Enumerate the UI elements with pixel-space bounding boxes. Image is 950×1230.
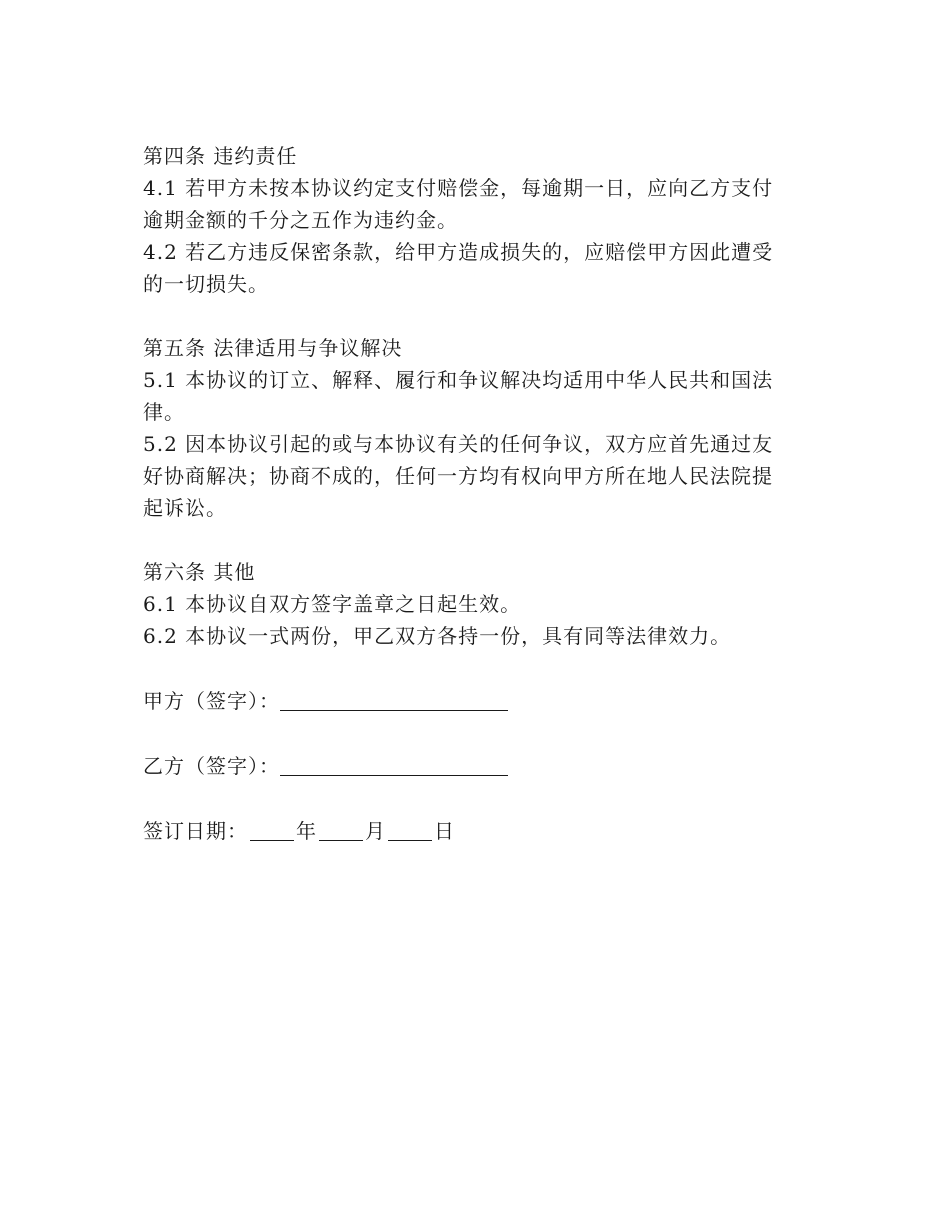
month-field[interactable] xyxy=(319,818,363,841)
clause-4-1-line-1: 4.1 若甲方未按本协议约定支付赔偿金，每逾期一日，应向乙方支付 xyxy=(143,176,774,200)
party-a-signature-field[interactable] xyxy=(280,688,508,711)
clause-4-2-line-2: 的一切损失。 xyxy=(143,272,269,296)
signing-date-row xyxy=(143,815,803,847)
clause-5-2-line-1: 5.2 因本协议引起的或与本协议有关的任何争议，双方应首先通过友 xyxy=(143,432,774,456)
signing-date-label: 签订日期： xyxy=(143,819,248,843)
section-gap xyxy=(143,300,803,332)
section-gap xyxy=(143,652,803,685)
party-a-label: 甲方（签字）： xyxy=(143,689,280,713)
party-b-label: 乙方（签字）： xyxy=(143,754,280,778)
year-label: 年 xyxy=(296,819,317,843)
clause-4-2-line-1: 4.2 若乙方违反保密条款，给甲方造成损失的，应赔偿甲方因此遭受 xyxy=(143,240,774,264)
clause-6-1: 6.1 本协议自双方签字盖章之日起生效。 xyxy=(143,592,522,616)
party-b-signature-row xyxy=(143,750,803,782)
article-5-heading: 第五条 法律适用与争议解决 xyxy=(143,336,403,360)
clause-5-2-line-2: 好协商解决；协商不成的，任何一方均有权向甲方所在地人民法院提 xyxy=(143,464,773,488)
day-field[interactable] xyxy=(388,818,432,841)
section-gap xyxy=(143,782,803,815)
clause-5-1-line-2: 律。 xyxy=(143,400,185,424)
day-label: 日 xyxy=(434,819,455,843)
year-field[interactable] xyxy=(250,818,294,841)
clause-5-1-line-1: 5.1 本协议的订立、解释、履行和争议解决均适用中华人民共和国法 xyxy=(143,368,774,392)
month-label: 月 xyxy=(365,819,386,843)
clause-4-1-line-2: 逾期金额的千分之五作为违约金。 xyxy=(143,208,458,232)
clause-5-2-line-3: 起诉讼。 xyxy=(143,496,227,520)
party-b-signature-field[interactable] xyxy=(280,753,508,776)
party-a-signature-row xyxy=(143,685,803,717)
article-6-heading: 第六条 其他 xyxy=(143,560,256,584)
section-gap xyxy=(143,524,803,556)
document-page xyxy=(143,140,803,847)
article-4-heading: 第四条 违约责任 xyxy=(143,144,298,168)
section-gap xyxy=(143,717,803,750)
clause-6-2: 6.2 本协议一式两份，甲乙双方各持一份，具有同等法律效力。 xyxy=(143,624,732,648)
